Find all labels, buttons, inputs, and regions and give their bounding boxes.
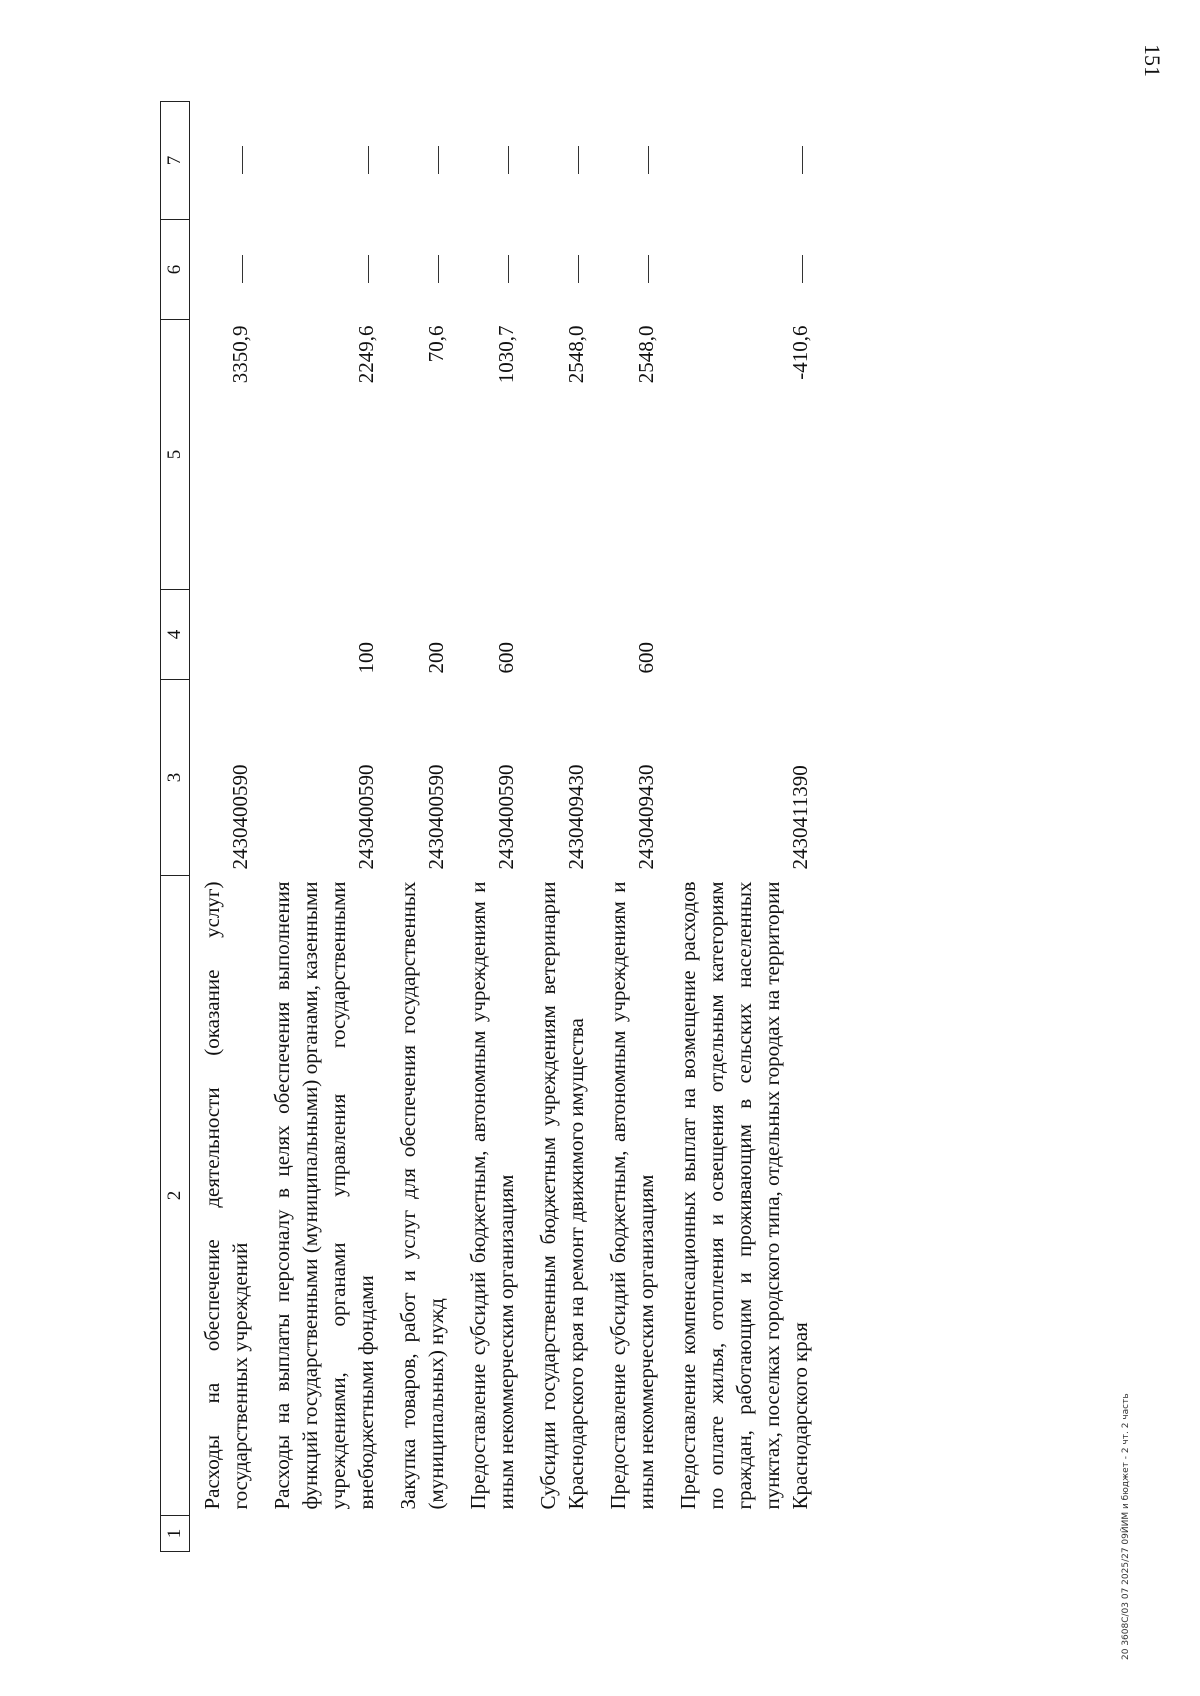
- row-description: Предоставление субсидий бюджетным, автономным учреждениям и иным некоммерческим организациям: [606, 881, 658, 1510]
- dash-mark: [508, 256, 509, 284]
- row-description: Предоставление субсидий бюджетным, автономным учреждениям и иным некоммерческим организациям: [466, 881, 518, 1510]
- row-target-code: 2430400590: [228, 764, 252, 870]
- row-description: Расходы на выплаты персоналу в целях обеспечения выполнения функций государственными (муниципальными) органами, казенными учреждениями, органами управления государственными внебюджетными фондами: [270, 881, 378, 1510]
- row-col-1: [526, 1516, 596, 1552]
- budget-table: [160, 101, 820, 1552]
- table-row: [666, 102, 820, 1552]
- dash-mark: [578, 256, 579, 284]
- row-target-code: 2430409430: [564, 764, 588, 870]
- dash-mark: [242, 147, 243, 175]
- dash-mark: [578, 147, 579, 175]
- header-col-2: 2: [161, 876, 190, 1516]
- dash-mark: [368, 256, 369, 284]
- header-col-1: 1: [161, 1516, 190, 1552]
- row-target-code: 2430400590: [424, 764, 448, 870]
- row-col-7: [190, 102, 261, 220]
- row-expense-type: [190, 590, 261, 680]
- dash-mark: [802, 147, 803, 175]
- row-amount: 1030,7: [494, 325, 518, 384]
- page-number: 151: [1140, 43, 1165, 77]
- row-col-6: [190, 220, 261, 320]
- dash-mark: [368, 147, 369, 175]
- row-col-7: [596, 102, 666, 220]
- dash-mark: [438, 147, 439, 175]
- row-amount: 2249,6: [354, 325, 378, 384]
- row-target-code: 2430400590: [354, 764, 378, 870]
- dash-mark: [648, 147, 649, 175]
- row-col-1: [666, 1516, 820, 1552]
- row-amount: -410,6: [788, 325, 812, 380]
- row-amount: 2548,0: [564, 325, 588, 384]
- table-row: [386, 102, 456, 1552]
- header-col-7: 7: [161, 102, 190, 220]
- table-row: [190, 102, 261, 1552]
- row-col-7: [260, 102, 386, 220]
- header-row: [161, 102, 190, 1552]
- row-target-code: 2430400590: [494, 764, 518, 870]
- header-col-5: 5: [161, 320, 190, 590]
- row-expense-type: [526, 590, 596, 680]
- row-expense-type: 200: [424, 642, 448, 674]
- header-col-4: 4: [161, 590, 190, 680]
- row-expense-type: [666, 590, 820, 680]
- row-col-7: [666, 102, 820, 220]
- row-col-7: [456, 102, 526, 220]
- row-description: Предоставление компенсационных выплат на возмещение расходов по оплате жилья, отопления и освещения отдельным категориям граждан, работающим и проживающим в сельских населенных пунктах, поселках городского типа, отдельных городах на территории Краснодарского края: [676, 881, 812, 1510]
- row-col-1: [456, 1516, 526, 1552]
- header-col-3: 3: [161, 680, 190, 876]
- row-col-1: [386, 1516, 456, 1552]
- row-description: Субсидии государственным бюджетным учреждениям ветеринарии Краснодарского края на ремонт движимого имущества: [536, 881, 588, 1510]
- row-expense-type: 600: [634, 642, 658, 674]
- row-col-6: [456, 220, 526, 320]
- table-row: [526, 102, 596, 1552]
- row-col-6: [260, 220, 386, 320]
- row-amount: 2548,0: [634, 325, 658, 384]
- row-col-6: [386, 220, 456, 320]
- row-col-7: [526, 102, 596, 220]
- dash-mark: [648, 256, 649, 284]
- row-description: Расходы на обеспечение деятельности (оказание услуг) государственных учреждений: [200, 881, 252, 1510]
- table-row: [260, 102, 386, 1552]
- header-col-6: 6: [161, 220, 190, 320]
- dash-mark: [242, 256, 243, 284]
- footer-code: 20 3608С/03 07 2025/27 09ЙИМ и бюджет - 2 чт. 2 часть: [1121, 1393, 1131, 1660]
- row-col-6: [596, 220, 666, 320]
- row-target-code: 2430411390: [788, 765, 812, 870]
- dash-mark: [802, 256, 803, 284]
- row-amount: 70,6: [424, 325, 448, 363]
- row-col-6: [526, 220, 596, 320]
- row-expense-type: 600: [494, 642, 518, 674]
- row-target-code: 2430409430: [634, 764, 658, 870]
- rotated-table-block: [160, 102, 1080, 1552]
- table-row: [456, 102, 526, 1552]
- dash-mark: [508, 147, 509, 175]
- row-col-1: [596, 1516, 666, 1552]
- row-col-1: [260, 1516, 386, 1552]
- row-col-7: [386, 102, 456, 220]
- dash-mark: [438, 256, 439, 284]
- row-description: Закупка товаров, работ и услуг для обеспечения государственных (муниципальных) нужд: [396, 881, 448, 1510]
- row-amount: 3350,9: [228, 325, 252, 384]
- row-col-1: [190, 1516, 261, 1552]
- row-expense-type: 100: [354, 642, 378, 674]
- row-col-6: [666, 220, 820, 320]
- table-row: [596, 102, 666, 1552]
